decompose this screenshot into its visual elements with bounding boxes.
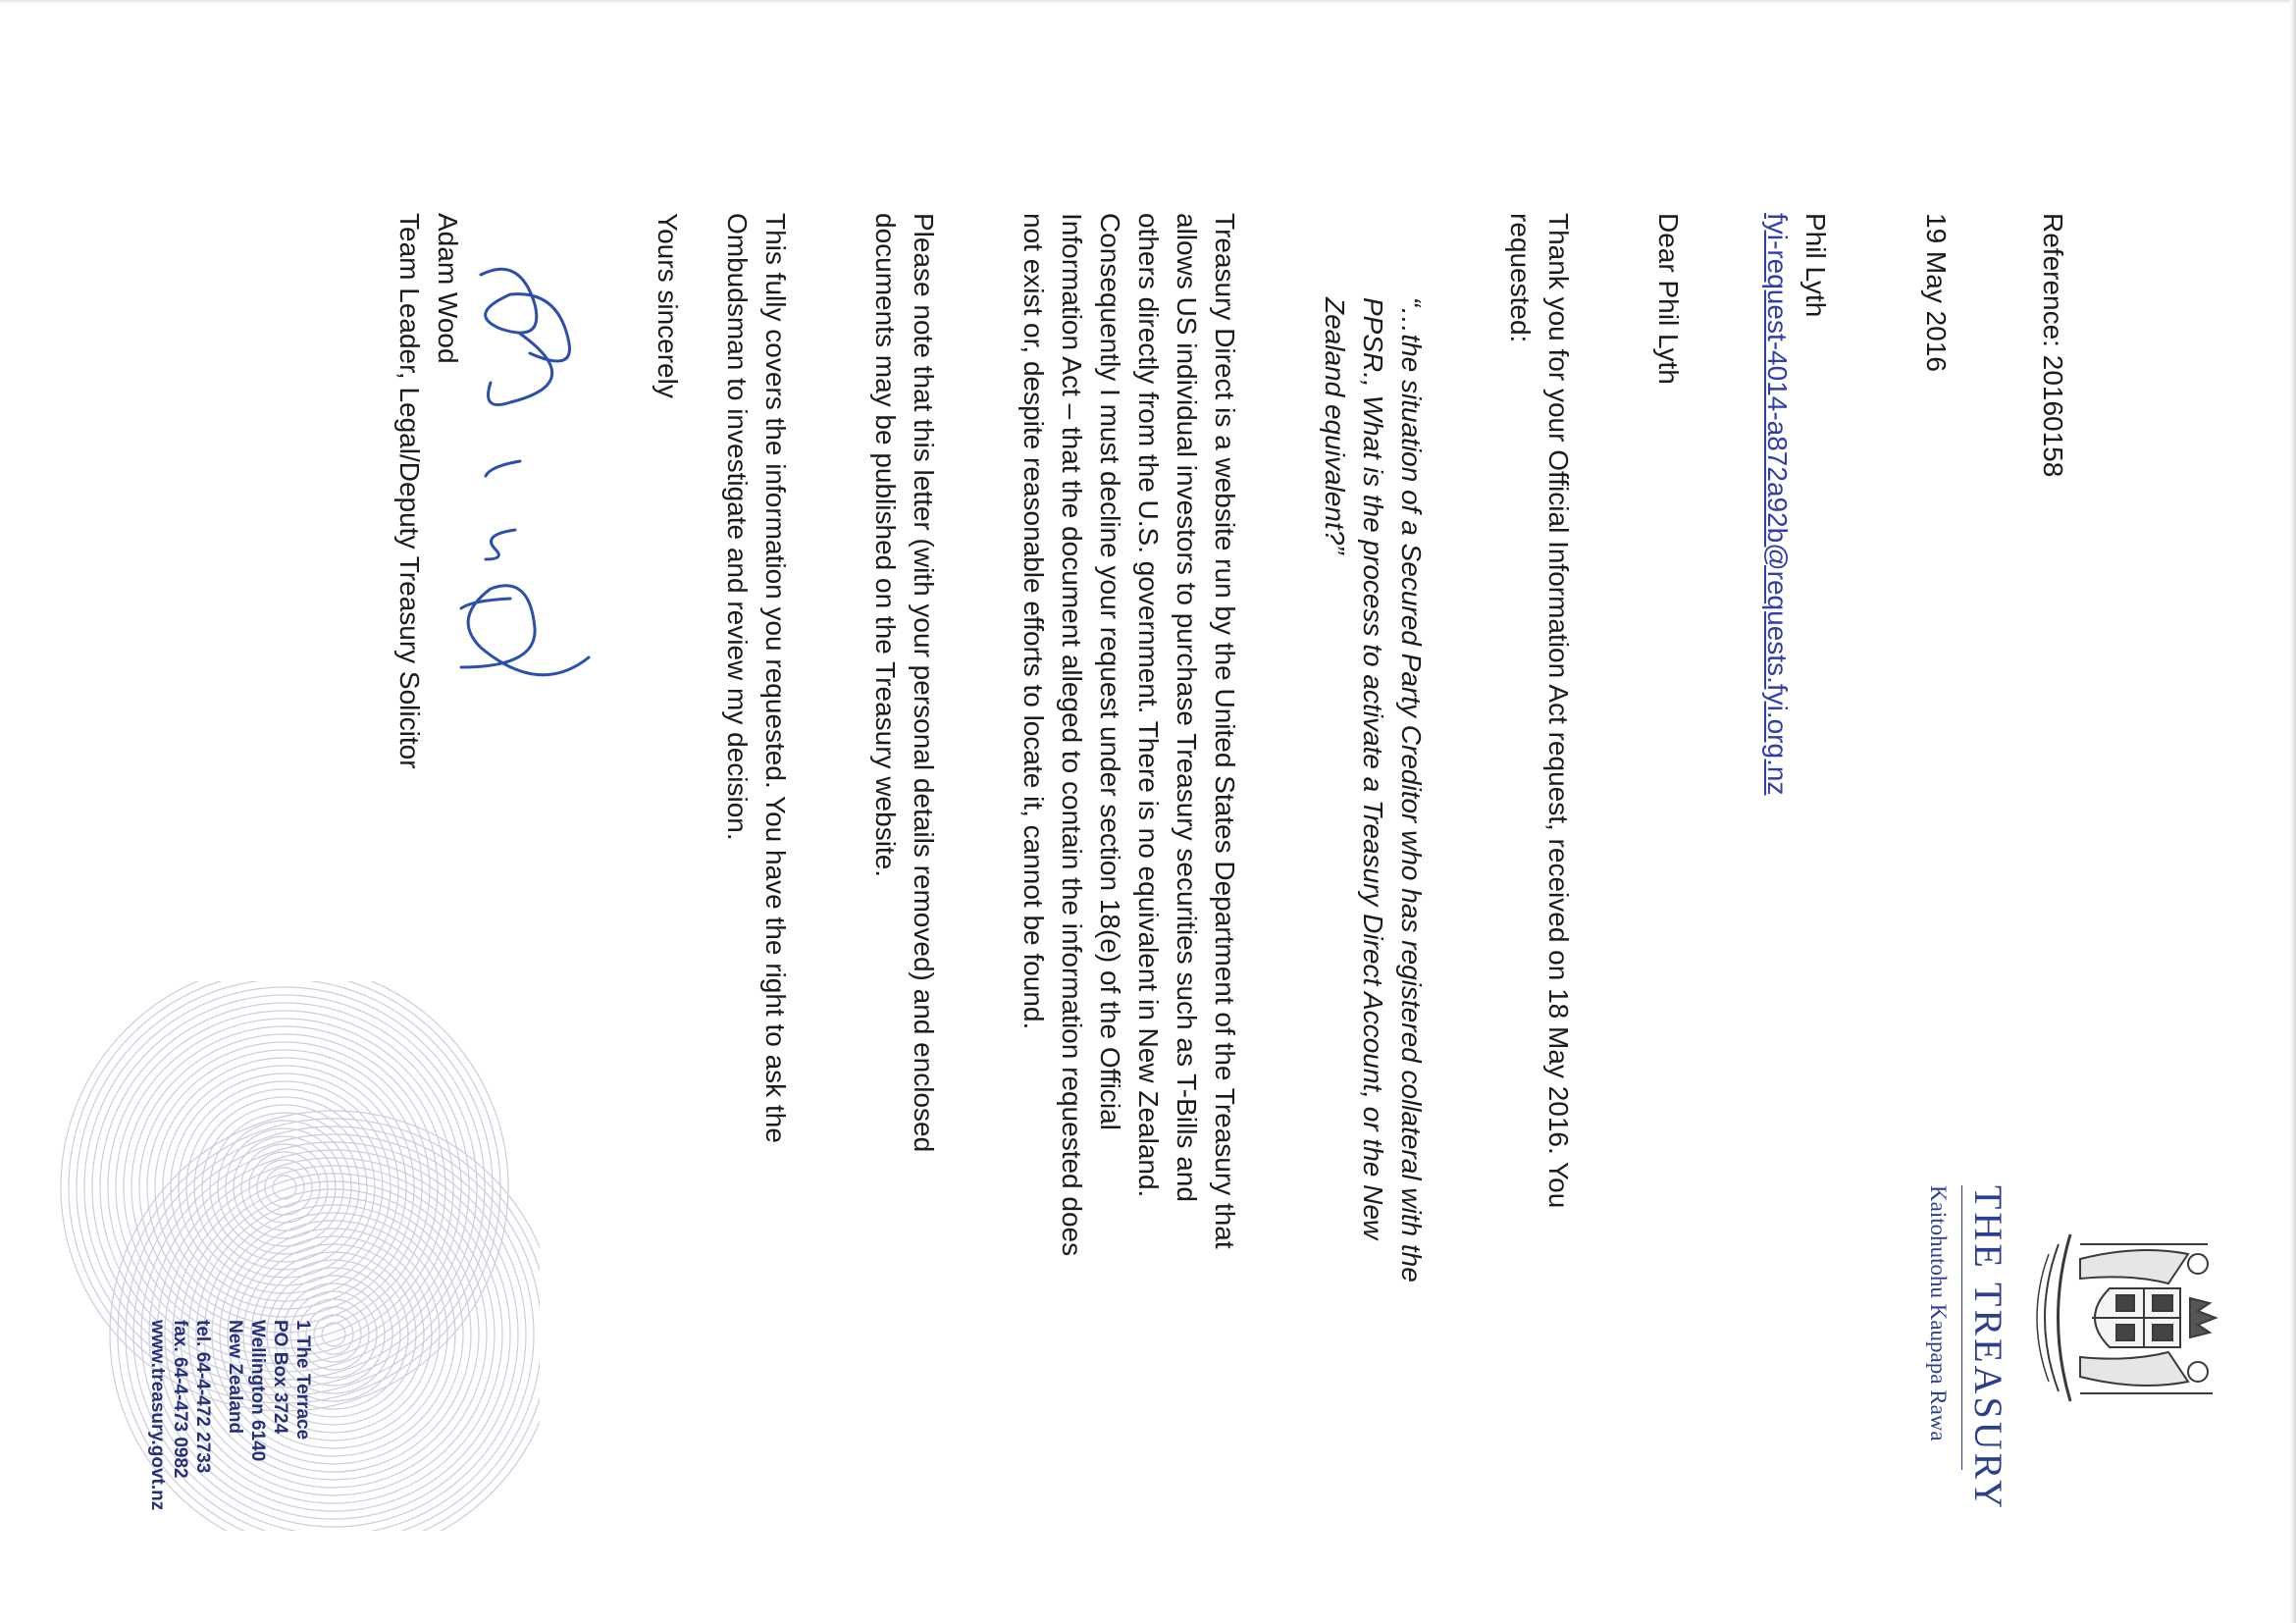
recipient-name: Phil Lyth (1800, 213, 1831, 318)
watermark-ring (249, 1152, 320, 1223)
coat-of-arms-icon (2002, 1185, 2227, 1450)
recipient-email-link[interactable]: fyi-request-4014-a872a92b@requests.fyi.org.nz (1762, 213, 1793, 796)
paragraph-2-line-1: Please note that this letter (with your personal details removed) and enclosed (909, 213, 939, 1153)
quoted-request-line-3: Zealand equivalent?” (1320, 297, 1350, 554)
treasury-wordmark: THE TREASURY (1966, 1185, 2010, 1511)
paragraph-3-line-2: Ombudsman to investigate and review my decision. (722, 213, 753, 841)
treasury-address-block (146, 1320, 314, 1510)
paragraph-1-line-3: others directly from the U.S. government. There is no equivalent in New Zealand. (1133, 213, 1164, 1198)
wordmark-divider (1961, 1185, 1962, 1470)
paragraph-1-line-5: Information Act – that the document alleged to contain the information requested does (1057, 213, 1087, 1257)
watermark-ring (186, 1089, 383, 1285)
paragraph-3-line-1: This fully covers the information you requested. You have the right to ask the (760, 213, 791, 1143)
quoted-request-line-2: PPSR., What is the process to activate a Treasury Direct Account, or the New (1358, 297, 1388, 1240)
closing: Yours sincerely (652, 213, 683, 398)
watermark-ring (124, 1026, 445, 1348)
intro-line-2: requested: (1505, 213, 1536, 343)
quoted-request-line-1: “…the situation of a Secured Party Creditor who has registered collateral with the (1396, 297, 1427, 1283)
address-line-website: www.treasury.govt.nz (147, 1320, 168, 1511)
address-line-city: Wellington 6140 (247, 1320, 268, 1462)
reference-number: Reference: 20160158 (2038, 213, 2068, 478)
watermark-ring (108, 1011, 461, 1364)
paragraph-2-line-2: documents may be published on the Treasury website. (870, 213, 901, 878)
paragraph-1-line-6: not exist or, despite reasonable efforts to locate it, cannot be found. (1018, 213, 1049, 1030)
treasury-tagline: Kaitohutohu Kaupapa Rawa (1926, 1185, 1951, 1441)
letter-date: 19 May 2016 (1921, 213, 1952, 372)
paragraph-1-line-4: Consequently I must decline your request under section 18(e) of the Official (1095, 213, 1125, 1130)
address-line-country: New Zealand (225, 1320, 245, 1435)
intro-line-1: Thank you for your Official Information Act request, received on 18 May 2016. You (1543, 213, 1574, 1209)
paragraph-1-line-1: Treasury Direct is a website run by the United States Department of the Treasury that (1210, 213, 1240, 1249)
paragraph-1-line-2: allows US individual investors to purchase Treasury securities such as T-Bills and (1172, 213, 1202, 1202)
address-line-street: 1 The Terrace (292, 1320, 313, 1440)
address-line-fax: fax. 64-4-473 0982 (170, 1320, 190, 1479)
signatory-title: Team Leader, Legal/Deputy Treasury Solicitor (394, 213, 425, 769)
watermark-ring (147, 1050, 422, 1325)
signatory-name: Adam Wood (433, 213, 463, 364)
salutation: Dear Phil Lyth (1653, 213, 1684, 385)
recipient-email[interactable] (1758, 213, 1797, 795)
address-line-pobox: PO Box 3724 (270, 1320, 290, 1435)
watermark-ring (163, 1066, 406, 1309)
address-line-phone: tel. 64-4-472 2733 (192, 1320, 213, 1474)
handwritten-signature (451, 236, 628, 697)
